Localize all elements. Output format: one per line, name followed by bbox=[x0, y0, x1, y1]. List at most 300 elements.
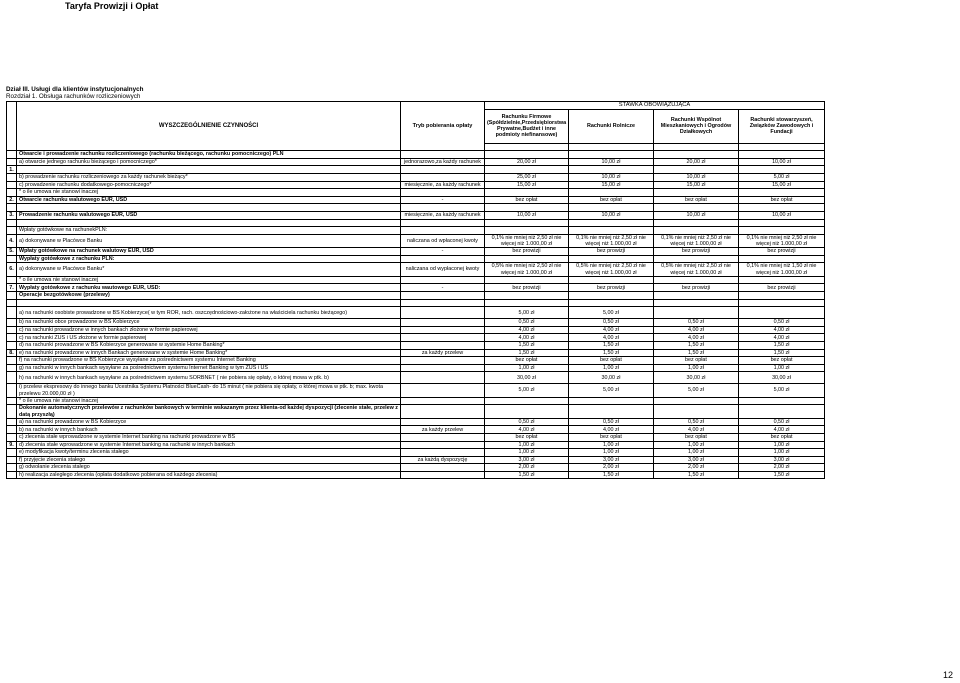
row-number bbox=[7, 151, 17, 159]
row-activity: c) na rachunki ZUS i US złożone w formie papierowej bbox=[17, 334, 401, 342]
table-row bbox=[7, 349, 825, 357]
row-number bbox=[7, 158, 17, 166]
row-rate-2 bbox=[569, 299, 654, 307]
row-rate-1 bbox=[485, 151, 569, 159]
row-rate-3 bbox=[654, 299, 739, 307]
row-mode bbox=[401, 341, 485, 349]
row-rate-1: 1,50 zł bbox=[485, 471, 569, 479]
row-rate-3 bbox=[654, 276, 739, 284]
row-rate-3 bbox=[654, 255, 739, 263]
row-activity bbox=[17, 299, 401, 307]
row-activity: Wypłaty gotówkowe z rachunku PLN: bbox=[17, 255, 401, 263]
row-activity: h) realizacja zaległego zlecenia (opłata dodatkowo pobierana od każdego zlecenia) bbox=[17, 471, 401, 479]
row-rate-1: bez prowizji bbox=[485, 284, 569, 292]
table-row bbox=[7, 219, 825, 227]
row-rate-1 bbox=[485, 299, 569, 307]
row-rate-3 bbox=[654, 151, 739, 159]
table-row bbox=[7, 464, 825, 472]
table-row bbox=[7, 405, 825, 418]
header-comm: Rachunki Wspólnot Mieszkaniowych i Ogrodów Działkowych bbox=[654, 109, 739, 143]
row-number bbox=[7, 364, 17, 372]
row-mode bbox=[401, 299, 485, 307]
row-number: 5. bbox=[7, 248, 17, 256]
row-number bbox=[7, 397, 17, 405]
row-rate-4: 0,50 zł bbox=[739, 418, 825, 426]
row-rate-2: 0,5% nie mniej niż 2,50 zł nie więcej niż 1.000,00 zł bbox=[569, 263, 654, 276]
row-number: 1. bbox=[7, 166, 17, 174]
row-mode bbox=[401, 364, 485, 372]
row-mode bbox=[401, 326, 485, 334]
table-row bbox=[7, 248, 825, 256]
row-rate-1: 5,00 zł bbox=[485, 307, 569, 319]
row-rate-4: 1,00 zł bbox=[739, 364, 825, 372]
header-farm: Rachunki Rolnicze bbox=[569, 109, 654, 143]
row-mode bbox=[401, 276, 485, 284]
row-rate-4 bbox=[739, 276, 825, 284]
row-rate-1: bez prowizji bbox=[485, 248, 569, 256]
row-rate-2: 5,00 zł bbox=[569, 307, 654, 319]
row-mode bbox=[401, 449, 485, 457]
table-row bbox=[7, 426, 825, 434]
fee-table bbox=[6, 101, 825, 479]
row-activity: g) na rachunki w innych bankach wysyłane za pośrednictwem systemu Internet Banking w tym ZUS i US bbox=[17, 364, 401, 372]
row-activity: Operacje bezgotówkowe (przelewy) bbox=[17, 291, 401, 299]
row-activity: c) prowadzenie rachunku dodatkowego-pomocniczego* bbox=[17, 181, 401, 189]
row-mode bbox=[401, 372, 485, 384]
row-rate-3: 20,00 zł bbox=[654, 158, 739, 166]
row-rate-4 bbox=[739, 405, 825, 418]
row-rate-4 bbox=[739, 291, 825, 299]
table-row bbox=[7, 255, 825, 263]
row-number bbox=[7, 341, 17, 349]
row-mode bbox=[401, 418, 485, 426]
row-mode bbox=[401, 471, 485, 479]
row-number: 9. bbox=[7, 441, 17, 449]
row-activity: b) na rachunki obce prowadzone w BS Kobierzyce bbox=[17, 319, 401, 327]
row-number: 7. bbox=[7, 284, 17, 292]
row-rate-1 bbox=[485, 227, 569, 235]
row-number bbox=[7, 181, 17, 189]
row-activity bbox=[17, 219, 401, 227]
row-rate-4: bez opłat bbox=[739, 196, 825, 204]
row-number bbox=[7, 204, 17, 212]
row-rate-2 bbox=[569, 291, 654, 299]
row-mode bbox=[401, 397, 485, 405]
row-rate-2: 4,00 zł bbox=[569, 334, 654, 342]
table-row bbox=[7, 181, 825, 189]
row-rate-1: bez opłat bbox=[485, 357, 569, 365]
row-rate-2: 1,50 zł bbox=[569, 341, 654, 349]
header-firm: Rachunku Firmowe (Spółdzielnie,Przedsiębiorstwa Prywatne,Budżet i inne podmioty niefinansowe) bbox=[485, 109, 569, 143]
row-rate-3: bez prowizji bbox=[654, 248, 739, 256]
row-number bbox=[7, 227, 17, 235]
row-rate-3: 3,00 zł bbox=[654, 456, 739, 464]
row-rate-1 bbox=[485, 255, 569, 263]
header-assoc: Rachunki stowarzyszeń, Związków Zawodowych i Fundacji bbox=[739, 109, 825, 143]
row-activity: i) przelew ekspresowy do innego banku Ucestnika Systemu Płatności BlueCash- do 15 minut ( nie pobiera się opłaty, o której mowa w ptk. b; max. kwota przelewu 20.000,00 zł ) bbox=[17, 384, 401, 397]
row-rate-3: 10,00 zł bbox=[654, 212, 739, 220]
row-rate-3: bez opłat bbox=[654, 196, 739, 204]
row-rate-4: 10,00 zł bbox=[739, 158, 825, 166]
row-rate-3: 15,00 zł bbox=[654, 181, 739, 189]
row-rate-2: 0,50 zł bbox=[569, 418, 654, 426]
row-rate-4 bbox=[739, 219, 825, 227]
table-row bbox=[7, 397, 825, 405]
row-rate-2 bbox=[569, 189, 654, 197]
row-rate-4 bbox=[739, 299, 825, 307]
row-rate-3 bbox=[654, 405, 739, 418]
row-rate-4 bbox=[739, 255, 825, 263]
row-mode bbox=[401, 319, 485, 327]
header-activity: WYSZCZEGÓLNIENIE CZYNNOŚCI bbox=[17, 102, 401, 151]
row-number bbox=[7, 174, 17, 182]
row-rate-3: 1,00 zł bbox=[654, 441, 739, 449]
row-rate-3: 0,1% nie mniej niż 2,50 zł nie więcej niż 1.000,00 zł bbox=[654, 234, 739, 247]
row-number bbox=[7, 471, 17, 479]
row-rate-3: 4,00 zł bbox=[654, 334, 739, 342]
row-rate-3: 1,00 zł bbox=[654, 449, 739, 457]
row-rate-4: 1,50 zł bbox=[739, 349, 825, 357]
row-rate-2 bbox=[569, 166, 654, 174]
row-mode bbox=[401, 334, 485, 342]
row-rate-1 bbox=[485, 276, 569, 284]
table-row bbox=[7, 158, 825, 166]
row-rate-1 bbox=[485, 397, 569, 405]
row-activity: Otwarcie rachunku walutowego EUR, USD bbox=[17, 196, 401, 204]
row-activity: c) na rachunki prowadzone w innych bankach złożone w formie papierowej bbox=[17, 326, 401, 334]
row-number bbox=[7, 456, 17, 464]
row-rate-1: 4,00 zł bbox=[485, 334, 569, 342]
row-rate-3: 1,50 zł bbox=[654, 349, 739, 357]
row-mode: miesięcznie, za każdy rachunek bbox=[401, 181, 485, 189]
table-row bbox=[7, 174, 825, 182]
row-number bbox=[7, 357, 17, 365]
row-rate-4: 0,50 zł bbox=[739, 319, 825, 327]
row-activity: a) dokonywane w Placówce Banku* bbox=[17, 263, 401, 276]
row-rate-2 bbox=[569, 397, 654, 405]
row-mode bbox=[401, 291, 485, 299]
row-rate-1: 0,50 zł bbox=[485, 319, 569, 327]
row-rate-4: 4,00 zł bbox=[739, 326, 825, 334]
row-rate-3 bbox=[654, 204, 739, 212]
row-rate-2: 1,50 zł bbox=[569, 349, 654, 357]
table-row bbox=[7, 151, 825, 159]
row-activity: f) przyjęcie zlecenia stałego bbox=[17, 456, 401, 464]
row-rate-1: 0,50 zł bbox=[485, 418, 569, 426]
row-rate-4: 1,50 zł bbox=[739, 471, 825, 479]
row-number bbox=[7, 449, 17, 457]
row-rate-4: 15,00 zł bbox=[739, 181, 825, 189]
table-row bbox=[7, 341, 825, 349]
row-activity: Wpłaty gotówkowe na rachunek walutowy EUR, USD bbox=[17, 248, 401, 256]
row-rate-1: 2,00 zł bbox=[485, 464, 569, 472]
row-rate-4 bbox=[739, 227, 825, 235]
row-rate-4: 2,00 zł bbox=[739, 464, 825, 472]
row-rate-1: 15,00 zł bbox=[485, 181, 569, 189]
row-mode: za każdy przelew bbox=[401, 426, 485, 434]
row-activity: a) na rachunki osobiste prowadzone w BS Kobierzyce( w tym ROR, rach. oszczędnościowo-założone na właściciela rachunku bieżącego) bbox=[17, 307, 401, 319]
table-row bbox=[7, 319, 825, 327]
table-row bbox=[7, 326, 825, 334]
row-mode bbox=[401, 433, 485, 441]
row-rate-1: 3,00 zł bbox=[485, 456, 569, 464]
table-row bbox=[7, 166, 825, 174]
row-activity: e) na rachunki prowadzone w innych Bankach generowane w systemie Home Banking* bbox=[17, 349, 401, 357]
row-number bbox=[7, 384, 17, 397]
row-rate-3 bbox=[654, 397, 739, 405]
table-header-row-1 bbox=[7, 102, 825, 110]
row-rate-1 bbox=[485, 405, 569, 418]
row-rate-4: 1,50 zł bbox=[739, 341, 825, 349]
row-mode bbox=[401, 464, 485, 472]
row-number bbox=[7, 426, 17, 434]
row-number bbox=[7, 307, 17, 319]
row-activity: e) modyfikacja kwoty/terminu zlecenia stałego bbox=[17, 449, 401, 457]
row-rate-1: 1,00 zł bbox=[485, 449, 569, 457]
row-number bbox=[7, 189, 17, 197]
row-mode: - bbox=[401, 196, 485, 204]
row-activity: a) otwarcie jednego rachunku bieżącego i pomocniczego* bbox=[17, 158, 401, 166]
row-rate-3: bez opłat bbox=[654, 357, 739, 365]
row-mode: - bbox=[401, 248, 485, 256]
row-rate-1: 1,00 zł bbox=[485, 441, 569, 449]
row-rate-3 bbox=[654, 189, 739, 197]
row-rate-2: bez prowizji bbox=[569, 284, 654, 292]
row-rate-3: bez prowizji bbox=[654, 284, 739, 292]
row-rate-2: 1,00 zł bbox=[569, 441, 654, 449]
row-activity: d) na rachunki prowadzone w BS Kobierzyce generowane w systemie Home Banking* bbox=[17, 341, 401, 349]
row-rate-1: 1,50 zł bbox=[485, 349, 569, 357]
row-activity: c) zlecenia stałe wprowadzone w systemie Internet banking na rachunki prowadzone w BS bbox=[17, 433, 401, 441]
table-row bbox=[7, 334, 825, 342]
row-rate-4: bez prowizji bbox=[739, 248, 825, 256]
row-number bbox=[7, 464, 17, 472]
row-mode bbox=[401, 357, 485, 365]
row-rate-3: 0,50 zł bbox=[654, 319, 739, 327]
table-row bbox=[7, 449, 825, 457]
page-number: 12 bbox=[942, 670, 953, 680]
row-rate-2 bbox=[569, 405, 654, 418]
row-rate-3 bbox=[654, 166, 739, 174]
row-number bbox=[7, 255, 17, 263]
table-row bbox=[7, 357, 825, 365]
row-number bbox=[7, 291, 17, 299]
row-rate-4: bez prowizji bbox=[739, 284, 825, 292]
row-rate-3: 10,00 zł bbox=[654, 174, 739, 182]
fee-table-body bbox=[7, 102, 825, 479]
row-rate-3 bbox=[654, 227, 739, 235]
row-number bbox=[7, 219, 17, 227]
row-mode bbox=[401, 151, 485, 159]
row-activity: b) na rachunki w innych bankach bbox=[17, 426, 401, 434]
header-rates: STAWKA OBOWIĄZUJĄCA bbox=[485, 102, 825, 110]
row-rate-3 bbox=[654, 219, 739, 227]
row-mode bbox=[401, 227, 485, 235]
row-mode: jednorazowo,za każdy rachunek bbox=[401, 158, 485, 166]
row-rate-2: 3,00 zł bbox=[569, 456, 654, 464]
row-rate-2: 1,00 zł bbox=[569, 449, 654, 457]
row-rate-2: bez opłat bbox=[569, 196, 654, 204]
row-rate-4: 1,00 zł bbox=[739, 449, 825, 457]
row-activity: * o ile umowa nie stanowi inaczej bbox=[17, 276, 401, 284]
row-rate-4: 5,00 zł bbox=[739, 384, 825, 397]
row-mode bbox=[401, 204, 485, 212]
row-rate-3: 2,00 zł bbox=[654, 464, 739, 472]
row-mode bbox=[401, 405, 485, 418]
table-row bbox=[7, 471, 825, 479]
row-rate-4: bez opłat bbox=[739, 357, 825, 365]
row-rate-2: 1,50 zł bbox=[569, 471, 654, 479]
row-rate-4: 0,1% nie mniej niż 2,50 zł nie więcej niż 1.000,00 zł bbox=[739, 234, 825, 247]
row-mode: miesięcznie, za każdy rachunek bbox=[401, 212, 485, 220]
row-rate-2: 4,00 zł bbox=[569, 326, 654, 334]
row-number bbox=[7, 326, 17, 334]
row-number bbox=[7, 433, 17, 441]
row-mode bbox=[401, 441, 485, 449]
table-row bbox=[7, 433, 825, 441]
row-rate-1: 5,00 zł bbox=[485, 384, 569, 397]
row-activity bbox=[17, 204, 401, 212]
row-number: 2. bbox=[7, 196, 17, 204]
row-rate-1 bbox=[485, 291, 569, 299]
row-activity: b) prowadzenie rachunku rozliczeniowego za każdy rachunek bieżący* bbox=[17, 174, 401, 182]
row-activity: Wpłaty gotówkowe na rachunekPLN: bbox=[17, 227, 401, 235]
row-number bbox=[7, 299, 17, 307]
row-activity: Prowadzenie rachunku walutowego EUR, USD bbox=[17, 212, 401, 220]
row-rate-2: bez prowizji bbox=[569, 248, 654, 256]
row-rate-4 bbox=[739, 397, 825, 405]
row-rate-2: 0,1% nie mniej niż 2,50 zł nie więcej niż 1.000,00 zł bbox=[569, 234, 654, 247]
row-rate-3: 0,5% nie mniej niż 2,50 zł nie więcej niż 1.000,00 zł bbox=[654, 263, 739, 276]
row-rate-1 bbox=[485, 219, 569, 227]
row-activity: * o ile umowa nie stanowi inaczej bbox=[17, 397, 401, 405]
table-row bbox=[7, 263, 825, 276]
row-rate-4: 5,00 zł bbox=[739, 174, 825, 182]
row-rate-1: 0,5% nie mniej niż 2,50 zł nie więcej niż 1.000,00 zł bbox=[485, 263, 569, 276]
row-mode bbox=[401, 307, 485, 319]
row-rate-2: 10,00 zł bbox=[569, 212, 654, 220]
table-row bbox=[7, 384, 825, 397]
row-rate-3: bez opłat bbox=[654, 433, 739, 441]
row-rate-1: 1,50 zł bbox=[485, 341, 569, 349]
row-rate-2: 2,00 zł bbox=[569, 464, 654, 472]
header-mode: Tryb pobierania opłaty bbox=[401, 102, 485, 151]
row-mode: naliczana od wpłaconej kwoty bbox=[401, 234, 485, 247]
row-number bbox=[7, 319, 17, 327]
table-row bbox=[7, 227, 825, 235]
table-row bbox=[7, 441, 825, 449]
row-rate-2 bbox=[569, 276, 654, 284]
table-row bbox=[7, 234, 825, 247]
row-rate-2: 10,00 zł bbox=[569, 174, 654, 182]
row-rate-4 bbox=[739, 307, 825, 319]
row-rate-1 bbox=[485, 204, 569, 212]
row-rate-3: 4,00 zł bbox=[654, 326, 739, 334]
row-number bbox=[7, 405, 17, 418]
row-rate-3: 1,50 zł bbox=[654, 471, 739, 479]
row-rate-4: 3,00 zł bbox=[739, 456, 825, 464]
table-row bbox=[7, 276, 825, 284]
row-number: 4. bbox=[7, 234, 17, 247]
table-row bbox=[7, 418, 825, 426]
chapter-title: Rozdział 1. Obsługa rachunków rozliczeniowych bbox=[6, 93, 141, 100]
row-activity: g) odwołanie zlecenia stałego bbox=[17, 464, 401, 472]
table-row bbox=[7, 189, 825, 197]
row-rate-2 bbox=[569, 227, 654, 235]
row-rate-2: 0,50 zł bbox=[569, 319, 654, 327]
row-rate-1: 20,00 zł bbox=[485, 158, 569, 166]
row-mode bbox=[401, 255, 485, 263]
row-activity bbox=[17, 166, 401, 174]
row-rate-2: bez opłat bbox=[569, 433, 654, 441]
row-rate-2: 15,00 zł bbox=[569, 181, 654, 189]
row-mode bbox=[401, 166, 485, 174]
row-rate-1: 0,1% nie mniej niż 2,50 zł nie więcej niż 1.000,00 zł bbox=[485, 234, 569, 247]
row-number bbox=[7, 334, 17, 342]
table-row bbox=[7, 284, 825, 292]
row-rate-1 bbox=[485, 189, 569, 197]
page-title: Taryfa Prowizji i Opłat bbox=[65, 1, 159, 11]
row-activity: Otwarcie i prowadzenie rachunku rozliczeniowego (rachunku bieżącego, rachunku pomocniczego) PLN bbox=[17, 151, 401, 159]
row-mode bbox=[401, 384, 485, 397]
row-number bbox=[7, 372, 17, 384]
row-rate-1: 4,00 zł bbox=[485, 326, 569, 334]
row-rate-4: 10,00 zł bbox=[739, 212, 825, 220]
row-rate-2 bbox=[569, 151, 654, 159]
row-activity: h) na rachunki w innych bankach wysyłane za pośrednictwem systemu SORBNET ( nie pobiera się opłaty, o której mowa w ptk. b) bbox=[17, 372, 401, 384]
row-rate-1: 25,00 zł bbox=[485, 174, 569, 182]
table-row bbox=[7, 291, 825, 299]
row-rate-3: 30,00 zł bbox=[654, 372, 739, 384]
row-mode: za każdy przelew bbox=[401, 349, 485, 357]
row-rate-3 bbox=[654, 307, 739, 319]
row-rate-2: bez opłat bbox=[569, 357, 654, 365]
row-mode bbox=[401, 174, 485, 182]
row-rate-3: 1,00 zł bbox=[654, 364, 739, 372]
row-rate-1: 4,00 zł bbox=[485, 426, 569, 434]
table-row bbox=[7, 372, 825, 384]
row-rate-2 bbox=[569, 255, 654, 263]
row-number: 6. bbox=[7, 263, 17, 276]
row-rate-4: 30,00 zł bbox=[739, 372, 825, 384]
row-rate-4: 0,1% nie mniej niż 1,50 zł nie więcej niż 1.000,00 zł bbox=[739, 263, 825, 276]
table-row bbox=[7, 456, 825, 464]
table-row bbox=[7, 196, 825, 204]
row-rate-3: 5,00 zł bbox=[654, 384, 739, 397]
row-number: 8. bbox=[7, 349, 17, 357]
row-activity: * o ile umowa nie stanowi inaczej bbox=[17, 189, 401, 197]
row-rate-4 bbox=[739, 204, 825, 212]
table-row bbox=[7, 299, 825, 307]
row-rate-3: 1,50 zł bbox=[654, 341, 739, 349]
row-rate-4 bbox=[739, 166, 825, 174]
row-mode: naliczana od wypłaconej kwoty bbox=[401, 263, 485, 276]
row-mode bbox=[401, 219, 485, 227]
row-rate-1: 10,00 zł bbox=[485, 212, 569, 220]
header-no bbox=[7, 102, 17, 151]
row-rate-1: 1,00 zł bbox=[485, 364, 569, 372]
row-number: 3. bbox=[7, 212, 17, 220]
table-row bbox=[7, 204, 825, 212]
row-rate-1: bez opłat bbox=[485, 196, 569, 204]
row-activity: Dokonanie automatycznych przelewów z rachunków bankowych w terminie wskazanym przez klienta-od każdej dyspozycji (zlecenie stałe, przelew z datą przyszłą) bbox=[17, 405, 401, 418]
row-rate-2: 1,00 zł bbox=[569, 364, 654, 372]
row-rate-4: bez opłat bbox=[739, 433, 825, 441]
row-rate-4: 4,00 zł bbox=[739, 426, 825, 434]
row-activity: Wypłaty gotówkowe z rachunku wautowego EUR, USD: bbox=[17, 284, 401, 292]
row-rate-4: 4,00 zł bbox=[739, 334, 825, 342]
table-row bbox=[7, 364, 825, 372]
